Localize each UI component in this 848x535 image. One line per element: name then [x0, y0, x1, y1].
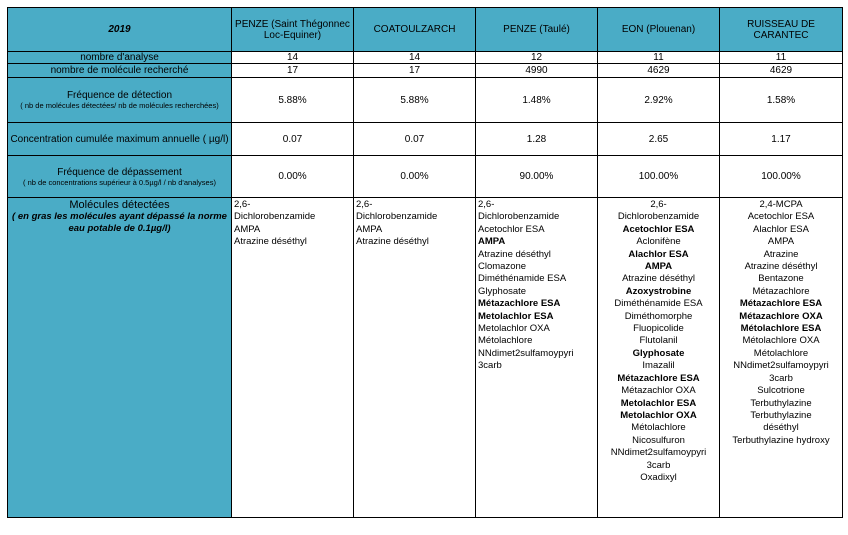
- molecule-name: Atrazine déséthyl: [234, 236, 307, 248]
- molecule-name: AMPA: [356, 223, 383, 235]
- row-sublabel: ( nb de molécules détectées/ nb de molécules recherchées): [20, 101, 219, 110]
- molecule-name: Atrazine déséthyl: [744, 261, 818, 273]
- molecule-name: Atrazine déséthyl: [478, 248, 551, 260]
- molecule-name: Clomazone: [478, 261, 527, 273]
- row-nb-analyses: [8, 52, 843, 64]
- molecule-name: NNdimet2sulfamoypyri: [610, 447, 707, 459]
- molecule-name: AMPA: [644, 261, 673, 273]
- value-cell: 2.92%: [598, 78, 720, 123]
- value-cell: 14: [232, 52, 354, 64]
- molecule-name: 2,6-: [356, 199, 373, 210]
- molecule-name: Nicosulfuron: [632, 434, 685, 446]
- row-freq-detection: [8, 78, 843, 123]
- row-label: Molécules détectées: [69, 199, 170, 211]
- value-cell: 11: [720, 52, 843, 64]
- molecule-name: Alachlor ESA: [753, 223, 809, 235]
- molecule-name: AMPA: [234, 223, 261, 235]
- molecule-name: Acetochlor ESA: [622, 223, 695, 235]
- value-cell: 4629: [598, 64, 720, 78]
- molecule-name: AMPA: [767, 236, 795, 248]
- value-cell: 1.17: [720, 123, 843, 156]
- molecule-name: Azoxystrobine: [625, 285, 692, 297]
- value-cell: 4990: [476, 64, 598, 78]
- molecule-name: Bentazone: [758, 273, 804, 285]
- molecule-name: Métazachlore ESA: [739, 298, 823, 310]
- row-label-cell: [8, 156, 232, 198]
- value-cell: 5.88%: [354, 78, 476, 123]
- value-cell: 4629: [720, 64, 843, 78]
- molecule-name: Atrazine déséthyl: [356, 236, 429, 248]
- row-label: nombre de molécule recherché: [8, 64, 232, 78]
- value-cell: 1.28: [476, 123, 598, 156]
- molecule-name: Terbuthylazine: [750, 409, 812, 421]
- value-cell: 5.88%: [232, 78, 354, 123]
- row-label: nombre d'analyse: [8, 52, 232, 64]
- year-cell: 2019: [8, 8, 232, 52]
- molecule-name: Dichlorobenzamide: [356, 211, 438, 223]
- molecule-name: Dichlorobenzamide: [234, 211, 316, 223]
- station-header-penze-st-thegonnec: PENZE (Saint Thégonnec Loc-Equiner): [232, 8, 354, 52]
- molecule-name: 2,6-: [478, 199, 495, 210]
- molecule-name: Acetochlor ESA: [747, 211, 815, 223]
- molecule-name: déséthyl: [763, 422, 799, 434]
- station-header-eon-plouenan: EON (Plouenan): [598, 8, 720, 52]
- molecule-name: Fluopicolide: [633, 323, 684, 335]
- molecule-name: Oxadixyl: [640, 471, 677, 483]
- value-cell: 17: [354, 64, 476, 78]
- value-cell: 90.00%: [476, 156, 598, 198]
- value-cell: 12: [476, 52, 598, 64]
- molecule-name: Metolachlor ESA: [478, 310, 554, 322]
- value-cell: 0.07: [354, 123, 476, 156]
- molecule-name: Alachlor ESA: [628, 248, 689, 260]
- molecule-name: Métolachlore OXA: [742, 335, 820, 347]
- value-cell: 11: [598, 52, 720, 64]
- row-label: Fréquence de dépassement: [57, 166, 182, 178]
- molecule-list: [720, 198, 843, 518]
- molecule-list: [232, 198, 354, 518]
- molecule-name: Atrazine déséthyl: [622, 273, 695, 285]
- molecule-list: [476, 198, 598, 518]
- value-cell: 100.00%: [598, 156, 720, 198]
- row-label: Concentration cumulée maximum annuelle ( µg/l): [8, 123, 232, 156]
- row-label: Fréquence de détection: [66, 90, 173, 101]
- molecule-name: Métazachlore ESA: [478, 298, 561, 310]
- molecule-name: Diméthénamide ESA: [478, 273, 567, 285]
- molecule-name: 2,6-: [650, 199, 667, 210]
- molecule-name: Terbuthylazine hydroxy: [732, 434, 830, 446]
- molecule-name: Métazachlore OXA: [739, 310, 823, 322]
- row-note: ( en gras les molécules ayant dépassé la norme eau potable de 0.1µg/l): [12, 211, 227, 234]
- molecule-name: Métazachlor OXA: [621, 385, 696, 397]
- molecule-name: 3carb: [769, 372, 793, 384]
- molecule-name: Imazalil: [642, 360, 675, 372]
- molecule-name: Atrazine: [763, 248, 799, 260]
- molecule-name: NNdimet2sulfamoypyri: [478, 347, 574, 359]
- molecule-name: Terbuthylazine: [750, 397, 812, 409]
- row-nb-molecules: [8, 64, 843, 78]
- station-header-penze-taule: PENZE (Taulé): [476, 8, 598, 52]
- molecule-name: Métolachlore: [478, 335, 533, 347]
- row-sublabel: ( nb de concentrations supérieur à 0.5µg/l / nb d'analyses): [23, 177, 216, 187]
- station-header-ruisseau-carantec: RUISSEAU DE CARANTEC: [720, 8, 843, 52]
- value-cell: 17: [232, 64, 354, 78]
- row-freq-depassement: [8, 156, 843, 198]
- value-cell: 100.00%: [720, 156, 843, 198]
- molecule-name: Aclonifène: [636, 236, 681, 248]
- molecule-name: Acetochlor ESA: [478, 223, 545, 235]
- pesticide-results-table: [7, 7, 843, 518]
- molecule-list: [598, 198, 720, 518]
- molecule-name: Glyphosate: [632, 347, 685, 359]
- row-molecules: [8, 198, 843, 518]
- molecule-name: NNdimet2sulfamoypyri: [733, 360, 829, 372]
- value-cell: 0.07: [232, 123, 354, 156]
- molecule-name: Métolachlore: [753, 347, 809, 359]
- molecule-name: AMPA: [478, 236, 506, 248]
- molecule-name: 3carb: [478, 360, 502, 372]
- molecule-name: 2,6-: [234, 199, 251, 210]
- value-cell: 2.65: [598, 123, 720, 156]
- molecule-name: Flutolanil: [639, 335, 678, 347]
- molecule-list: [354, 198, 476, 518]
- molecule-name: Glyphosate: [478, 285, 527, 297]
- molecule-name: Diméthomorphe: [624, 310, 693, 322]
- value-cell: 1.58%: [720, 78, 843, 123]
- row-label-cell: [8, 78, 232, 123]
- molecule-name: Sulcotrione: [757, 385, 805, 397]
- value-cell: 0.00%: [354, 156, 476, 198]
- molecule-name: Metolachlor OXA: [478, 323, 550, 335]
- molecule-name: Métolachlore: [631, 422, 686, 434]
- row-conc-cumulee: [8, 123, 843, 156]
- value-cell: 14: [354, 52, 476, 64]
- molecule-name: 2,4-MCPA: [759, 199, 803, 210]
- molecule-name: Metolachlor OXA: [620, 409, 697, 421]
- molecule-name: 3carb: [646, 459, 671, 471]
- value-cell: 0.00%: [232, 156, 354, 198]
- molecule-name: Dichlorobenzamide: [617, 211, 700, 223]
- value-cell: 1.48%: [476, 78, 598, 123]
- molecule-name: Dichlorobenzamide: [478, 211, 560, 223]
- station-header-coatoulzarch: COATOULZARCH: [354, 8, 476, 52]
- header-row: [8, 8, 843, 52]
- molecule-name: Métazachlore ESA: [617, 372, 700, 384]
- molecule-name: Métazachlore: [752, 285, 810, 297]
- molecule-name: Diméthénamide ESA: [614, 298, 703, 310]
- molecule-name: Métolachlore ESA: [740, 323, 822, 335]
- row-label-cell: [8, 198, 232, 518]
- molecule-name: Metolachlor ESA: [620, 397, 697, 409]
